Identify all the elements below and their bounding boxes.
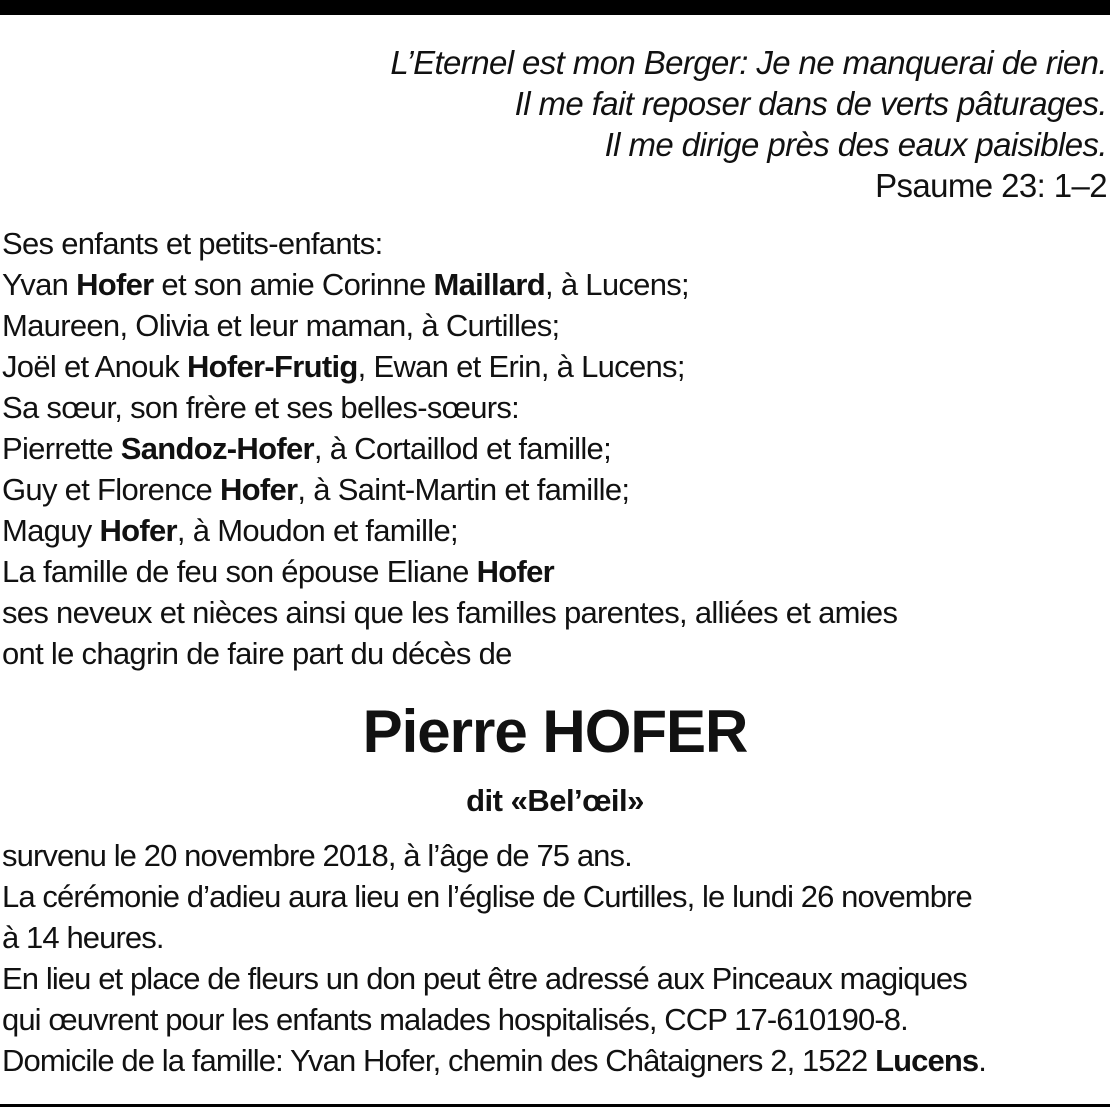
- top-rule: [0, 0, 1110, 15]
- verse-line: Il me fait reposer dans de verts pâturages.: [514, 85, 1107, 122]
- text-span: , à Cortaillod et famille;: [313, 431, 611, 466]
- surname: Hofer-Frutig: [186, 349, 358, 384]
- text-span: Domicile de la famille: Yvan Hofer, chemin des Châtaigners 2, 1522: [2, 1043, 876, 1078]
- text-span: et son amie Corinne: [153, 267, 434, 302]
- family-line: Maureen, Olivia et leur maman, à Curtilles;: [2, 308, 560, 343]
- text-span: Pierrette: [2, 431, 121, 466]
- details-line: survenu le 20 novembre 2018, à l’âge de 75 ans.: [2, 838, 632, 873]
- text-span: La famille de feu son épouse Eliane: [2, 554, 477, 589]
- siblings-heading: Sa sœur, son frère et ses belles-sœurs:: [2, 390, 520, 425]
- text-span: , à Saint-Martin et famille;: [297, 472, 630, 507]
- family-line: [2, 264, 897, 305]
- text-span: Joël et Anouk: [2, 349, 187, 384]
- details-line: [2, 1040, 986, 1081]
- surname: Maillard: [433, 267, 546, 302]
- family-line: [2, 469, 897, 510]
- surname: Hofer: [476, 554, 555, 589]
- details-line: En lieu et place de fleurs un don peut être adressé aux Pinceaux magiques: [2, 961, 967, 996]
- text-span: , Ewan et Erin, à Lucens;: [357, 349, 685, 384]
- children-heading: Ses enfants et petits-enfants:: [2, 226, 383, 261]
- details-line: La cérémonie d’adieu aura lieu en l’église de Curtilles, le lundi 26 novembre: [2, 879, 972, 914]
- family-line: [2, 510, 897, 551]
- ceremony-details: [2, 835, 986, 1081]
- family-line: [2, 428, 897, 469]
- text-span: , à Lucens;: [545, 267, 689, 302]
- deceased-nickname: dit «Bel’œil»: [466, 783, 644, 818]
- announcement-line: ont le chagrin de faire part du décès de: [2, 636, 512, 671]
- bottom-rule: [0, 1104, 1110, 1107]
- family-line: ses neveux et nièces ainsi que les familles parentes, alliées et amies: [2, 595, 898, 630]
- town-name: Lucens: [875, 1043, 979, 1078]
- text-span: , à Moudon et famille;: [176, 513, 458, 548]
- details-line: à 14 heures.: [2, 920, 164, 955]
- text-span: Maguy: [2, 513, 100, 548]
- family-line: [2, 346, 897, 387]
- deceased-name: Pierre HOFER: [362, 698, 748, 765]
- surname: Sandoz-Hofer: [120, 431, 314, 466]
- surname: Hofer: [76, 267, 154, 302]
- family-list: [2, 223, 897, 674]
- text-span: Guy et Florence: [2, 472, 220, 507]
- surname: Hofer: [219, 472, 298, 507]
- family-line: [2, 551, 897, 592]
- verse-reference: Psaume 23: 1–2: [875, 167, 1107, 204]
- text-span: .: [978, 1043, 986, 1078]
- psalm-verse: [390, 42, 1107, 206]
- surname: Hofer: [99, 513, 177, 548]
- text-span: Yvan: [2, 267, 77, 302]
- verse-line: Il me dirige près des eaux paisibles.: [604, 126, 1107, 163]
- details-line: qui œuvrent pour les enfants malades hospitalisés, CCP 17-610190-8.: [2, 1002, 908, 1037]
- verse-line: L’Eternel est mon Berger: Je ne manquerai de rien.: [390, 44, 1107, 81]
